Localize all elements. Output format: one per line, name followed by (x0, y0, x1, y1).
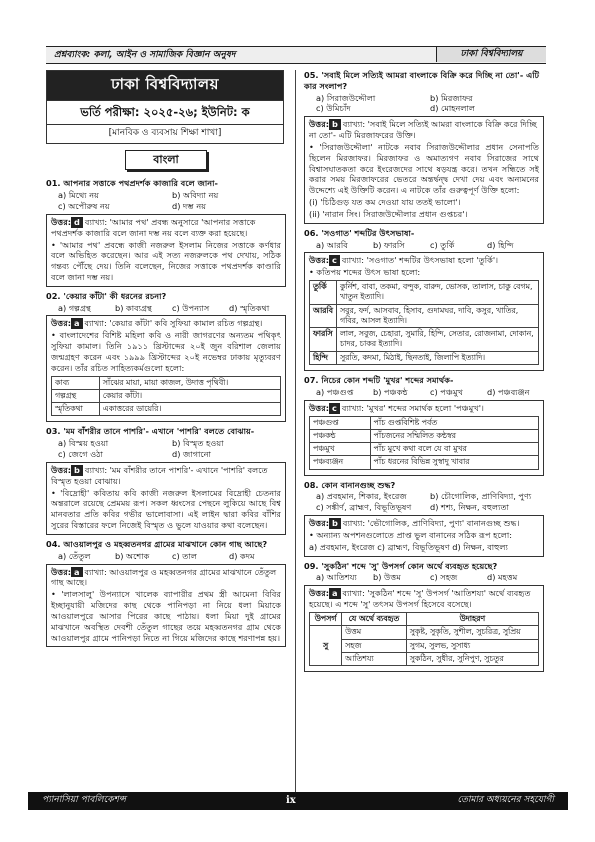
option-b: b) চৌগোলিক, প্রাণিবিদ্যা, পুণ্য (430, 491, 532, 502)
option-a: a) আতিশয্য (316, 572, 357, 583)
answer-explanation: ব্যাখ্যা: 'মম বাঁশরীর তানে পাশরি'- এখানে 'পাশরি' বলতে বিস্মৃত হওয়া বোঝায়। (51, 464, 268, 486)
table-cell: পঞ্চগুপ্ত (310, 416, 371, 429)
options (46, 190, 286, 212)
table-row (310, 639, 539, 652)
option-c: c) অপৌরুষ নয় (58, 201, 110, 212)
option-c: c) সঙ্কীর্ণ, ব্রাহ্মণ, বিভূতিভূষণ (316, 502, 412, 513)
answer-letter: c (329, 403, 340, 414)
option-d: d) জাগানো (172, 449, 211, 460)
options (304, 491, 544, 513)
answer-box (304, 585, 544, 672)
option-a: a) আরবি (316, 239, 348, 250)
table-cell: পঞ্চকন্ঠ (310, 429, 371, 442)
table-cell: তুর্কি (310, 281, 337, 305)
option-b: b) কাব্যগ্রন্থ (115, 302, 152, 313)
table-cell: সহজ (342, 639, 407, 652)
options (46, 303, 286, 314)
table-row (310, 652, 539, 665)
answer-letter: c (329, 255, 340, 266)
question-03 (46, 426, 286, 534)
question-text: 'মম বাঁশরীর তানে পাশরি'- এখানে 'পাশরি' বলতে বোঝায়- (63, 426, 255, 437)
table-cell: গল্পগ্রন্থ (52, 389, 100, 402)
answer-tag: উত্তর: (51, 216, 72, 227)
answer-explanation: ব্যাখ্যা: 'ভৌগোলিক, প্রাণিবিদ্যা, পুণ্য' বানানগুচ্ছ শুদ্ধ। (342, 518, 520, 529)
option-a: a) তেঁতুল (58, 550, 91, 561)
table-cell: কুর্নিশ, বাবা, তকমা, বন্দুক, বারুদ, ভোসক, তালাস, চাকু বেগম, খাতুন ইত্যাদি। (336, 281, 538, 305)
answer-corrections: a) প্রবহমান, ইংরেজ c) ব্রাহ্মণ, বিভূতিভূষণ d) নিক্ষন, বাহুল্য (309, 541, 508, 552)
option-c: c) জেগে ওঠা (58, 449, 103, 460)
option-a: a) গল্পগ্রন্থ (58, 302, 91, 313)
table-cell: পঞ্চমুখ (310, 443, 371, 456)
question-02 (46, 291, 286, 423)
answer-letter: a (71, 318, 83, 329)
option-d: d) দম্ভ নয় (172, 201, 207, 212)
table-row (310, 328, 539, 352)
question-number: 02. (46, 290, 61, 301)
table-cell: পাঁচ গুপ্তবিশিষ্ট পর্বত (370, 416, 538, 429)
left-column (46, 70, 286, 650)
answer-note: • কতিপয় শব্দের উৎস ভাষা হলো: (309, 267, 421, 278)
option-b: b) মিরজাফর (430, 92, 473, 103)
answer-box (46, 315, 286, 422)
option-a: a) সিরাজউদ্দৌলা (316, 92, 376, 103)
question-06 (304, 228, 544, 371)
options (304, 387, 544, 398)
option-d: d) মোহনলাল (430, 103, 476, 114)
option-a: a) প্রবহমান, শিকার, ইংরেজ (316, 491, 407, 502)
question-09 (304, 561, 544, 672)
answer-explanation: ব্যাখ্যা: 'মুখর' শব্দের সমার্থক হলো 'পঞ্চমুখ'। (341, 402, 484, 413)
question-number: 09. (304, 560, 319, 571)
options (46, 551, 286, 562)
question-number: 01. (46, 178, 61, 189)
table-cell: ফারসি (310, 328, 337, 352)
answer-note: • বাংলাদেশের বিশিষ্ট মহিলা কবি ও নারী জাগরণের অন্যতম পথিকৃৎ সুফিয়া কামাল। তিনি ১৯১১ খ্রিস্টাব্দের ২০ই জুন বরিশাল জেলায় জন্মগ্রহণ করেন এবং ১৯৯৯ খ্রিস্টাব্দের ২০ই নভেম্বর ঢাকায় মৃত্যুবরণ করেন। তাঁর রচিত সাহিত্যকর্মগুলো হলো: (51, 330, 281, 373)
question-text: কোন বানানগুচ্ছ শুদ্ধ? (321, 479, 396, 490)
options (304, 572, 544, 583)
option-c: c) উপন্যাস (172, 302, 210, 313)
table-cell: সুকঠিন, সুধীর, সুনিপুণ, সুচতুর (406, 652, 538, 665)
question-number: 06. (304, 227, 319, 238)
page-number: ix (286, 795, 296, 806)
footer-tagline: তোমার অধ্যয়নের সহযোগী (457, 795, 554, 805)
table-row (310, 351, 539, 364)
answer-note: • 'আমার পথ' প্রবন্ধে কাজী নজরুল ইসলাম নিজের সত্তাকে কর্ণধার বলে অভিহিত করেছেন। আর এই সত্য নজরুলকে পথ দেখায়, সঠিক গন্তব্য পৌঁছে দেয়। তিনি বলেছেন, নিজের সত্তাকে পথপ্রদর্শক কাণ্ডারি বলে জানা দম্ভ নয়। (51, 239, 281, 282)
table-row (310, 304, 539, 328)
answer-letter: b (329, 518, 341, 529)
answer-note: • 'লালসালু' উপন্যাসে খালেক ব্যাপারীর প্রথম স্ত্রী আমেনা বিবির ইচ্ছানুযায়ী মজিদের কাছ থেকে পানিপড়া না নিয়ে ধলা মিয়াকে আওয়ালপুরে আসার পিরের কাছে পাঠায়। ধলা মিয়া দুই গ্রামের মাঝখানে অবস্থিত দেবশী তেঁতুল গাছের তয়ে মহব্বতনগর গ্রাম থেকে আওয়ালপুর গ্রামে পানিপড়া নিতে না গিয়ে মজিদের কাছে শরণাপন্ন হয়। (51, 589, 281, 643)
option-c: c) উমিচাঁদ (316, 103, 351, 114)
answer-letter: d (71, 217, 83, 228)
question-08 (304, 480, 544, 557)
option-b: b) বিস্মৃত হওয়া (172, 438, 224, 449)
table-row (52, 389, 281, 402)
answer-tag: উত্তর: (309, 402, 330, 413)
synonym-table (309, 416, 539, 470)
running-header (46, 46, 546, 64)
table-cell: সুগম, সুলভ, সুসাধ্য (406, 639, 538, 652)
table-cell: পাঁচ মুখে কথা বলে যে বা মুখর (370, 443, 538, 456)
answer-tag: উত্তর: (51, 318, 72, 329)
column-divider (295, 70, 296, 792)
answer-tag: উত্তর: (51, 566, 72, 577)
prefix-table (309, 612, 539, 666)
table-cell: হিন্দি (310, 351, 337, 364)
question-number: 08. (304, 479, 319, 490)
answer-explanation: ব্যাখ্যা: আওয়ালপুর ও মহব্বতনগর গ্রামের মাঝখানে তেঁতুল গাছ আছে। (51, 566, 277, 588)
publisher-name: প্যানাসিয়া পাবলিকেশন্স (42, 795, 126, 805)
answer-box (304, 252, 544, 371)
answer-explanation: ব্যাখ্যা: 'সুকঠিন' শব্দে 'সু' উপসর্গ 'আতিশয্য' অর্থে ব্যবহৃত হয়েছে। এ শব্দে 'সু' তৎসম উপসর্গ হিসেবে বসেছে। (309, 588, 531, 610)
answer-box (304, 515, 544, 556)
options (46, 438, 286, 460)
answer-tag: উত্তর: (309, 255, 330, 266)
right-column (304, 70, 544, 675)
option-b: b) পঞ্চকন্ঠ (373, 386, 408, 397)
answer-explanation: ব্যাখ্যা: 'সওগাত' শব্দটির উৎসভাষা হলো 'তুর্কি'। (341, 255, 499, 266)
table-cell: লাল, সবুজ, চেহারা, সুমারি, হিন্দি, সেতার, রোজনামা, দোকান, চাদর, চাকর ইত্যাদি। (336, 328, 538, 352)
table-header: যে অর্থে ব্যবহৃত (342, 612, 407, 625)
answer-box (46, 462, 286, 535)
question-number: 05. (304, 70, 319, 80)
question-04 (46, 539, 286, 647)
answer-tag: উত্তর: (51, 464, 72, 475)
question-07 (304, 375, 544, 476)
option-a: a) বিস্ময় হওয়া (58, 438, 109, 449)
origin-table (309, 280, 539, 365)
question-text: 'সুকঠিন' শব্দে 'সু' উপসর্গ কোন অর্থে ব্যবহৃত হয়েছে? (321, 560, 498, 571)
table-row (310, 429, 539, 442)
answer-note: • 'সিরাজউদ্দৌলা' নাটকে নবাব সিরাজউদ্দৌলার প্রধান সেনাপতি ছিলেন মিরজাফর। মিরজাফর ও অমাত্যগণ নবাব সিরাজের সাথে বিশ্বাসঘাতকতা করে ইংরেজদের সাথে ষড়যন্ত্র করে। তখন সন্ধিতে সই করার সময় মিরজাফরের ভেতরে অন্তর্দ্বন্দ্ব দেখা দেয় এবং অন্যমনের উদ্দেশ্যে এই উক্তিটি করেন। এ নাটকে তাঁর গুরুত্বপূর্ণ উক্তি হলো: (309, 141, 539, 196)
option-c: c) তাল (172, 550, 197, 561)
question-text: নিচের কোন শব্দটি 'মুখর' শব্দের সমার্থক- (321, 375, 454, 386)
answer-box (304, 116, 544, 223)
table-row (310, 456, 539, 469)
answer-box (46, 214, 286, 287)
table-row (310, 443, 539, 456)
exam-title: ভর্তি পরীক্ষা: ২০২৫-২৬; ইউনিট: ক (47, 101, 283, 125)
option-b: b) ফারসি (373, 239, 405, 250)
option-d: d) মহত্তম (487, 572, 518, 583)
table-row (52, 376, 281, 389)
question-text: আওয়ালপুর ও মহব্বতনগর গ্রামের মাঝখানে কোন গাছ আছে? (63, 538, 268, 549)
answer-letter: b (329, 119, 341, 130)
option-d: d) কদম (229, 550, 255, 561)
option-b: b) অশোক (115, 550, 150, 561)
option-a: a) মিথ্যে নয় (58, 190, 99, 201)
table-header: উপসর্গ (310, 612, 342, 625)
footer-bar (28, 792, 568, 810)
answer-letter: a (329, 588, 341, 599)
question-05 (304, 70, 544, 224)
table-cell: কাব্য (52, 376, 100, 389)
table-cell: সু (310, 626, 342, 666)
table-cell: সুরতি, কদমা, মিঠাই, ছিনতাই, জিলাপি ইত্যাদি। (336, 351, 538, 364)
option-b: b) উত্তম (373, 572, 401, 583)
option-c: c) সহজ (430, 572, 458, 583)
table-cell: সবুর, ফর্দ, আসবাব, হিসাব, গুদামঘর, দাবি, কসুর, খাতির, গবির, আসল ইত্যাদি। (336, 304, 538, 328)
answer-explanation: ব্যাখ্যা: 'সবাই মিলে সত্যিই আমরা বাংলাকে বিক্রি করে দিচ্ছি না তো'- এটি মিরজাফরের উক্তি। (309, 119, 537, 141)
table-cell: পাঁচ ধরনের বিভিন্ন সুস্বাদু খাবার (370, 456, 538, 469)
question-01 (46, 178, 286, 286)
table-cell: আরবি (310, 304, 337, 328)
title-box (46, 70, 284, 144)
question-text: 'সবাই মিলে সত্যিই আমরা বাংলাকে বিক্রি করে দিচ্ছি না তো'- এটি কার সংলাপ? (304, 70, 540, 91)
header-left: প্রশ্নব্যাংক: কলা, আইন ও সামাজিক বিজ্ঞান অনুষদ (54, 50, 236, 60)
question-text: আপনার সত্তাকে পথপ্রদর্শক কাজারি বলে জানা- (63, 178, 218, 189)
option-c: c) তুর্কি (430, 239, 455, 250)
option-d: d) হিন্দি (487, 239, 514, 250)
table-cell: কেয়ার কাঁটা। (99, 389, 280, 402)
option-d: d) স্মৃতিকথা (229, 302, 270, 313)
answer-letter: a (71, 567, 83, 578)
answer-tag: উত্তর: (309, 518, 330, 529)
options (304, 240, 544, 251)
answer-explanation: ব্যাখ্যা: 'আমার পথ' প্রবন্ধ অনুসারে 'আপনার সত্তাকে পথপ্রদর্শক কাজারি বলে জানা দম্ভ নয় বলে ব্যক্ত করা হয়েছে। (51, 216, 256, 238)
table-cell: স্মৃতিকথা (52, 403, 100, 416)
table-cell: আতিশয্য (342, 652, 407, 665)
quote-item: (i) 'চিঠিগুড় যত কম দেওয়া যায় ততই ভালো'। (309, 197, 461, 208)
question-text: 'কেয়ার কাঁটা' কী ধরনের রচনা? (63, 290, 167, 301)
table-cell: সুকৃষ্ট, সুকৃতি, সুশীল, সুচরিত্র, সুপ্রিয় (406, 626, 538, 639)
answer-explanation: ব্যাখ্যা: 'কেয়ার কাঁটা' কবি সুফিয়া কামাল রচিত গল্পগ্রন্থ। (84, 318, 263, 329)
option-d: d) পঞ্চব্যঞ্জন (487, 386, 530, 397)
answer-note: • 'বিদ্রোহী' কবিতায় কবি কাজী নজরুল ইসলামের বিদ্রোহী চেতনার অন্তরালে রয়েছে প্রেমময় রূপ। সকল ধ্বংসের পেছনে লুকিয়ে আছে বিশ্ব মানবতার প্রতি কবির গভীর ভালোবাসা। এই লাইন দ্বারা কবির বাঁশির সুরের বিস্তারের ফলে নিজেই বিস্মৃত ও ভুলে যাওয়ার কথা বলেছেন। (51, 487, 281, 531)
table-cell: পঞ্চব্যঞ্জন (310, 456, 371, 469)
table-row (310, 281, 539, 305)
subject-label: বাংলা (125, 150, 207, 171)
option-d: d) শশ্য, নিক্ষন, বহুল্যতা (430, 502, 509, 513)
university-title: ঢাকা বিশ্ববিদ্যালয় (47, 71, 283, 101)
table-cell: সাঁঝের মায়া, মায়া কাজল, উদাত্ত পৃথিবী। (99, 376, 280, 389)
table-cell: পাঁচজনের সম্মিলিত কন্ঠস্বর (370, 429, 538, 442)
answer-tag: উত্তর: (309, 588, 330, 599)
table-row (310, 626, 539, 639)
answer-letter: b (71, 465, 83, 476)
question-number: 04. (46, 538, 61, 549)
option-c: c) পঞ্চমুখ (430, 386, 463, 397)
answer-box (304, 400, 544, 476)
works-table (51, 376, 281, 417)
question-text: 'সওগাত' শব্দটির উৎসভাষা- (321, 227, 415, 238)
table-header-row (310, 612, 539, 625)
options (304, 93, 544, 115)
quote-item: (ii) 'নারান সিং। সিরাজউদ্দৌলার প্রধান গুপ্তচর'। (309, 208, 468, 219)
table-row (52, 403, 281, 416)
table-cell: একাত্তরের ডায়েরি। (99, 403, 280, 416)
answer-note: • অন্যান্য অপশনগুলোতে প্রাপ্ত ভুল বানানের সঠিক রূপ হলো: (309, 529, 512, 540)
branch-title: [মানবিক ও ব্যবসায় শিক্ষা শাখা] (108, 127, 222, 138)
answer-box (46, 564, 286, 648)
table-header: উদাহরণ (406, 612, 538, 625)
table-row (310, 416, 539, 429)
question-number: 03. (46, 426, 61, 437)
header-right: ঢাকা বিশ্ববিদ্যালয় (436, 47, 546, 62)
option-b: b) অবিদ্যা নয় (172, 190, 219, 201)
answer-tag: উত্তর: (309, 119, 330, 130)
question-number: 07. (304, 375, 319, 386)
table-cell: উত্তম (342, 626, 407, 639)
option-a: a) পঞ্চগুপ্ত (316, 386, 354, 397)
